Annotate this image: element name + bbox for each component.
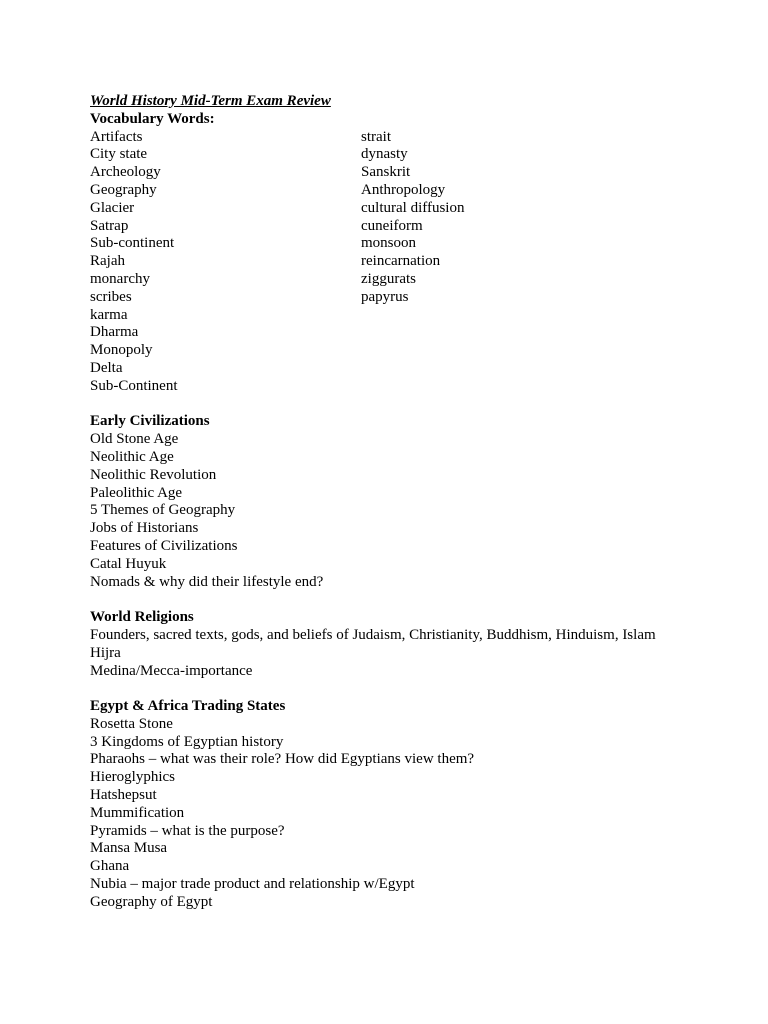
- vocab-term: Archeology: [90, 164, 161, 181]
- section-item: Ghana: [90, 858, 130, 875]
- vocab-term: monsoon: [361, 235, 417, 252]
- section-spacer: [90, 591, 710, 609]
- vocab-term: Satrap: [90, 217, 129, 234]
- vocab-term: ziggurats: [361, 270, 416, 287]
- section-item: Catal Huyuk: [90, 555, 167, 572]
- section-item: Medina/Mecca-importance: [90, 662, 253, 679]
- vocab-term: dynasty: [361, 146, 408, 163]
- vocab-term: Monopoly: [90, 342, 153, 359]
- section-item: Rosetta Stone: [90, 715, 173, 732]
- section-item: 3 Kingdoms of Egyptian history: [90, 733, 284, 750]
- section-item: Hijra: [90, 644, 121, 661]
- section-item: Old Stone Age: [90, 431, 179, 448]
- vocab-term: Geography: [90, 181, 157, 198]
- section-spacer: [90, 396, 710, 414]
- section-early-civilizations: [90, 413, 710, 591]
- section-item: Nubia – major trade product and relationship w/Egypt: [90, 876, 415, 893]
- section-spacer: [90, 680, 710, 698]
- vocabulary-heading: Vocabulary Words:: [90, 110, 215, 127]
- vocab-term: City state: [90, 146, 148, 163]
- section-item: Hatshepsut: [90, 787, 157, 804]
- document-title: World History Mid-Term Exam Review: [90, 93, 331, 109]
- section-item: Mummification: [90, 804, 185, 821]
- section-item: Nomads & why did their lifestyle end?: [90, 573, 324, 590]
- vocab-term: Sub-Continent: [90, 377, 178, 394]
- section-heading: World Religions: [90, 609, 194, 626]
- vocab-term: cultural diffusion: [361, 199, 465, 216]
- vocab-term: Rajah: [90, 253, 125, 270]
- section-heading: Early Civilizations: [90, 413, 210, 430]
- section-item: Features of Civilizations: [90, 537, 238, 554]
- section-item: Pharaohs – what was their role? How did Egyptians view them?: [90, 751, 475, 768]
- section-item: Jobs of Historians: [90, 520, 199, 537]
- section-item: Neolithic Age: [90, 448, 174, 465]
- section-item: Founders, sacred texts, gods, and beliefs of Judaism, Christianity, Buddhism, Hinduism, Islam: [90, 626, 656, 643]
- vocab-term: strait: [361, 128, 391, 145]
- vocab-term: reincarnation: [361, 253, 441, 270]
- section-egypt-africa: [90, 698, 710, 912]
- section-world-religions: [90, 609, 710, 680]
- vocab-term: cuneiform: [361, 217, 423, 234]
- vocab-term: karma: [90, 306, 128, 323]
- vocab-term: papyrus: [361, 288, 409, 305]
- section-item: Pyramids – what is the purpose?: [90, 822, 285, 839]
- vocab-term: Glacier: [90, 199, 135, 216]
- vocab-term: Sub-continent: [90, 235, 175, 252]
- section-heading: Egypt & Africa Trading States: [90, 698, 286, 715]
- vocab-term: Artifacts: [90, 128, 143, 145]
- document-page: [90, 93, 710, 912]
- section-item: Hieroglyphics: [90, 769, 175, 786]
- vocab-term: Delta: [90, 359, 123, 376]
- section-item: Paleolithic Age: [90, 484, 183, 501]
- vocab-term: Sanskrit: [361, 164, 411, 181]
- vocab-term: scribes: [90, 288, 132, 305]
- section-item: Mansa Musa: [90, 840, 168, 857]
- vocab-term: monarchy: [90, 270, 150, 287]
- section-item: Geography of Egypt: [90, 893, 213, 910]
- vocabulary-column-right: [361, 129, 661, 396]
- section-item: Neolithic Revolution: [90, 466, 217, 483]
- vocab-term: Dharma: [90, 324, 139, 341]
- section-item: 5 Themes of Geography: [90, 502, 236, 519]
- vocab-term: Anthropology: [361, 181, 446, 198]
- vocabulary-list: [90, 129, 710, 396]
- vocabulary-column-left: [90, 129, 361, 396]
